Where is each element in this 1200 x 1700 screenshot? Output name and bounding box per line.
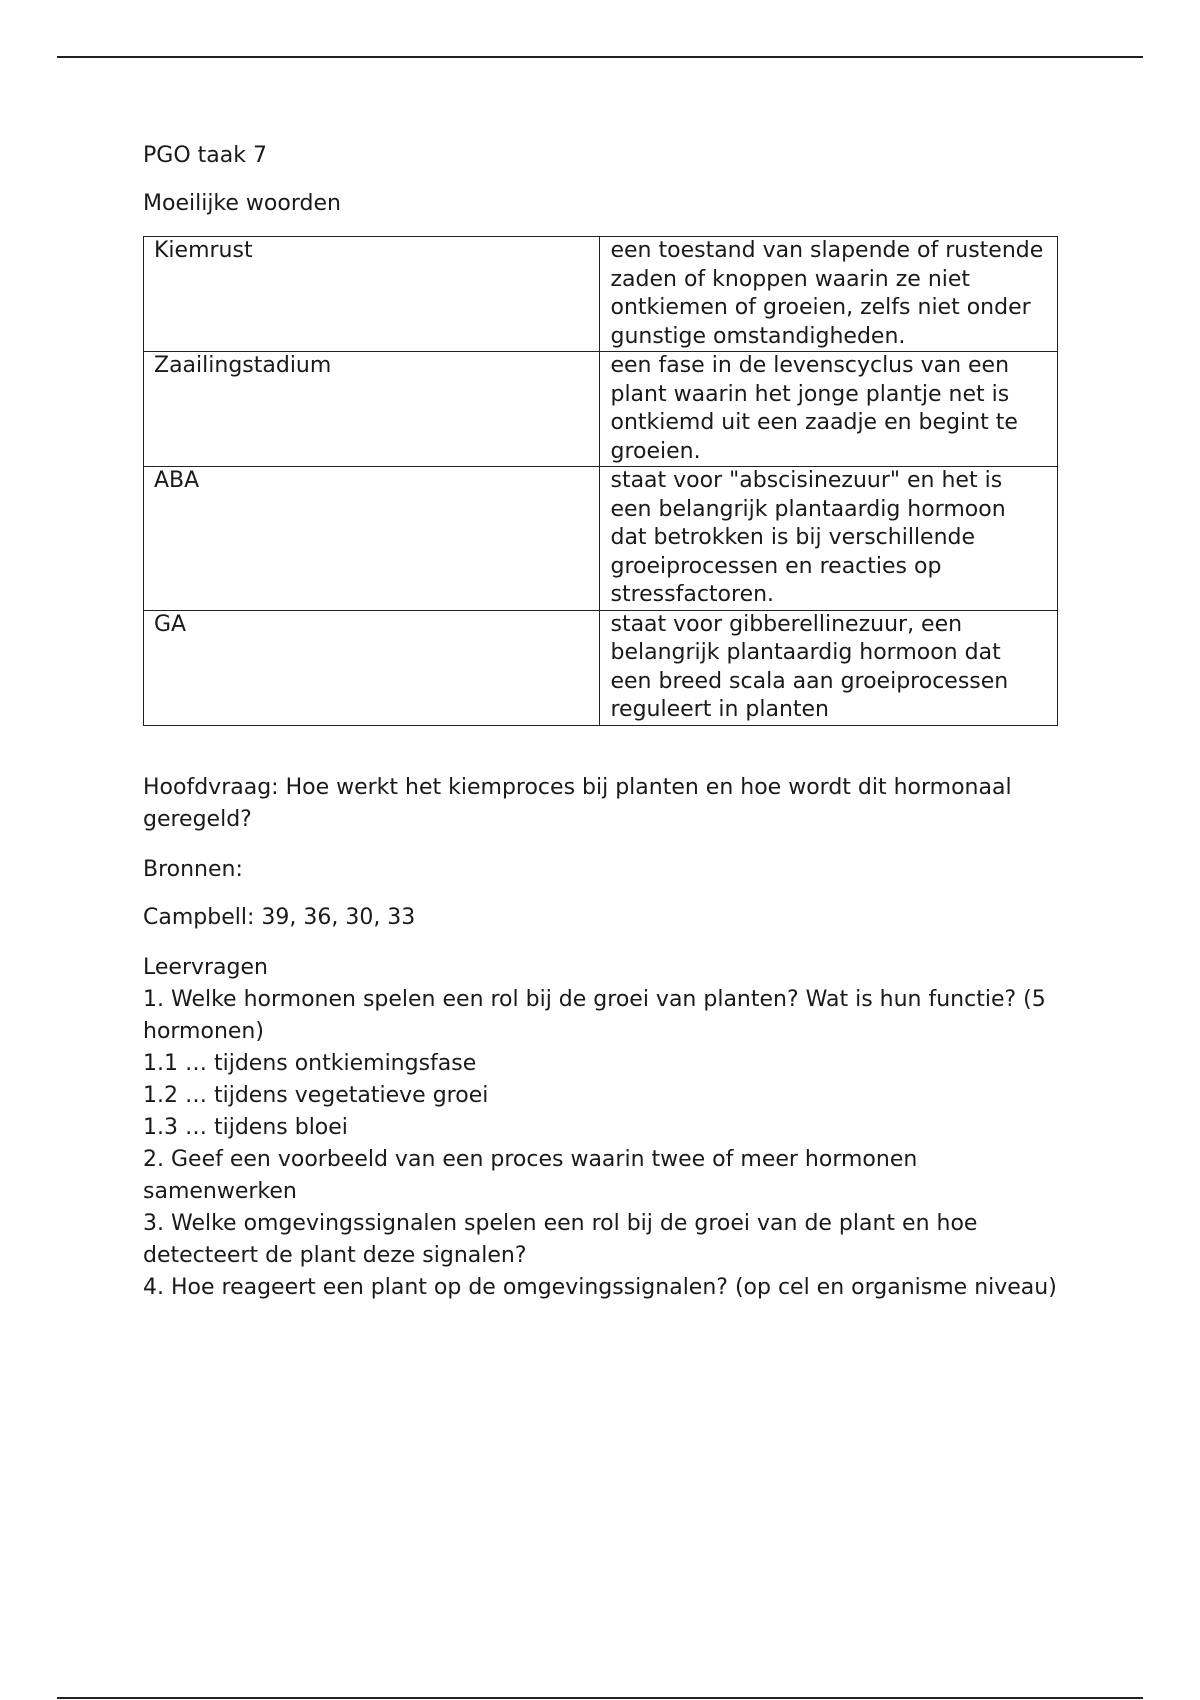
glossary-term: Zaailingstadium bbox=[144, 352, 600, 467]
learning-question: 4. Hoe reageert een plant op de omgevingssignalen? (op cel en organisme niveau) bbox=[143, 1274, 1057, 1300]
glossary-definition: staat voor "abscisinezuur" en het is een belangrijk plantaardig hormoon dat betrokken is bij verschillende groeiprocessen en reacties op stressfactoren. bbox=[600, 467, 1058, 611]
main-question: Hoofdvraag: Hoe werkt het kiemproces bij planten en hoe wordt dit hormonaal geregeld? bbox=[143, 774, 1019, 832]
learning-heading: Leervragen bbox=[143, 954, 268, 980]
table-row bbox=[144, 610, 1058, 725]
header-rule bbox=[57, 56, 1143, 58]
learning-question: 2. Geef een voorbeeld van een proces waarin twee of meer hormonen samenwerken bbox=[143, 1146, 925, 1204]
document-title: PGO taak 7 bbox=[143, 143, 267, 168]
learning-question: 1. Welke hormonen spelen een rol bij de groei van planten? Wat is hun functie? (5 hormonen) bbox=[143, 986, 1053, 1044]
document-body bbox=[143, 140, 1063, 1304]
sources-line: Campbell: 39, 36, 30, 33 bbox=[143, 904, 416, 930]
learning-question: 1.3 … tijdens bloei bbox=[143, 1114, 348, 1140]
glossary-definition: staat voor gibberellinezuur, een belangrijk plantaardig hormoon dat een breed scala aan groeiprocessen reguleert in planten bbox=[600, 610, 1058, 725]
glossary-definition: een fase in de levenscyclus van een plant waarin het jonge plantje net is ontkiemd uit een zaadje en begint te groeien. bbox=[600, 352, 1058, 467]
learning-question: 1.2 … tijdens vegetatieve groei bbox=[143, 1082, 489, 1108]
footer-rule bbox=[57, 1697, 1143, 1699]
learning-question: 3. Welke omgevingssignalen spelen een rol bij de groei van de plant en hoe detecteert de plant deze signalen? bbox=[143, 1210, 985, 1268]
sources-heading: Bronnen: bbox=[143, 856, 243, 882]
table-row bbox=[144, 352, 1058, 467]
glossary-heading: Moeilijke woorden bbox=[143, 191, 341, 216]
table-row bbox=[144, 467, 1058, 611]
learning-question: 1.1 … tijdens ontkiemingsfase bbox=[143, 1050, 477, 1076]
table-row bbox=[144, 237, 1058, 352]
glossary-definition: een toestand van slapende of rustende zaden of knoppen waarin ze niet ontkiemen of groeien, zelfs niet onder gunstige omstandigheden. bbox=[600, 237, 1058, 352]
glossary-table bbox=[143, 236, 1058, 726]
glossary-term: Kiemrust bbox=[144, 237, 600, 352]
glossary-term: GA bbox=[144, 610, 600, 725]
glossary-term: ABA bbox=[144, 467, 600, 611]
